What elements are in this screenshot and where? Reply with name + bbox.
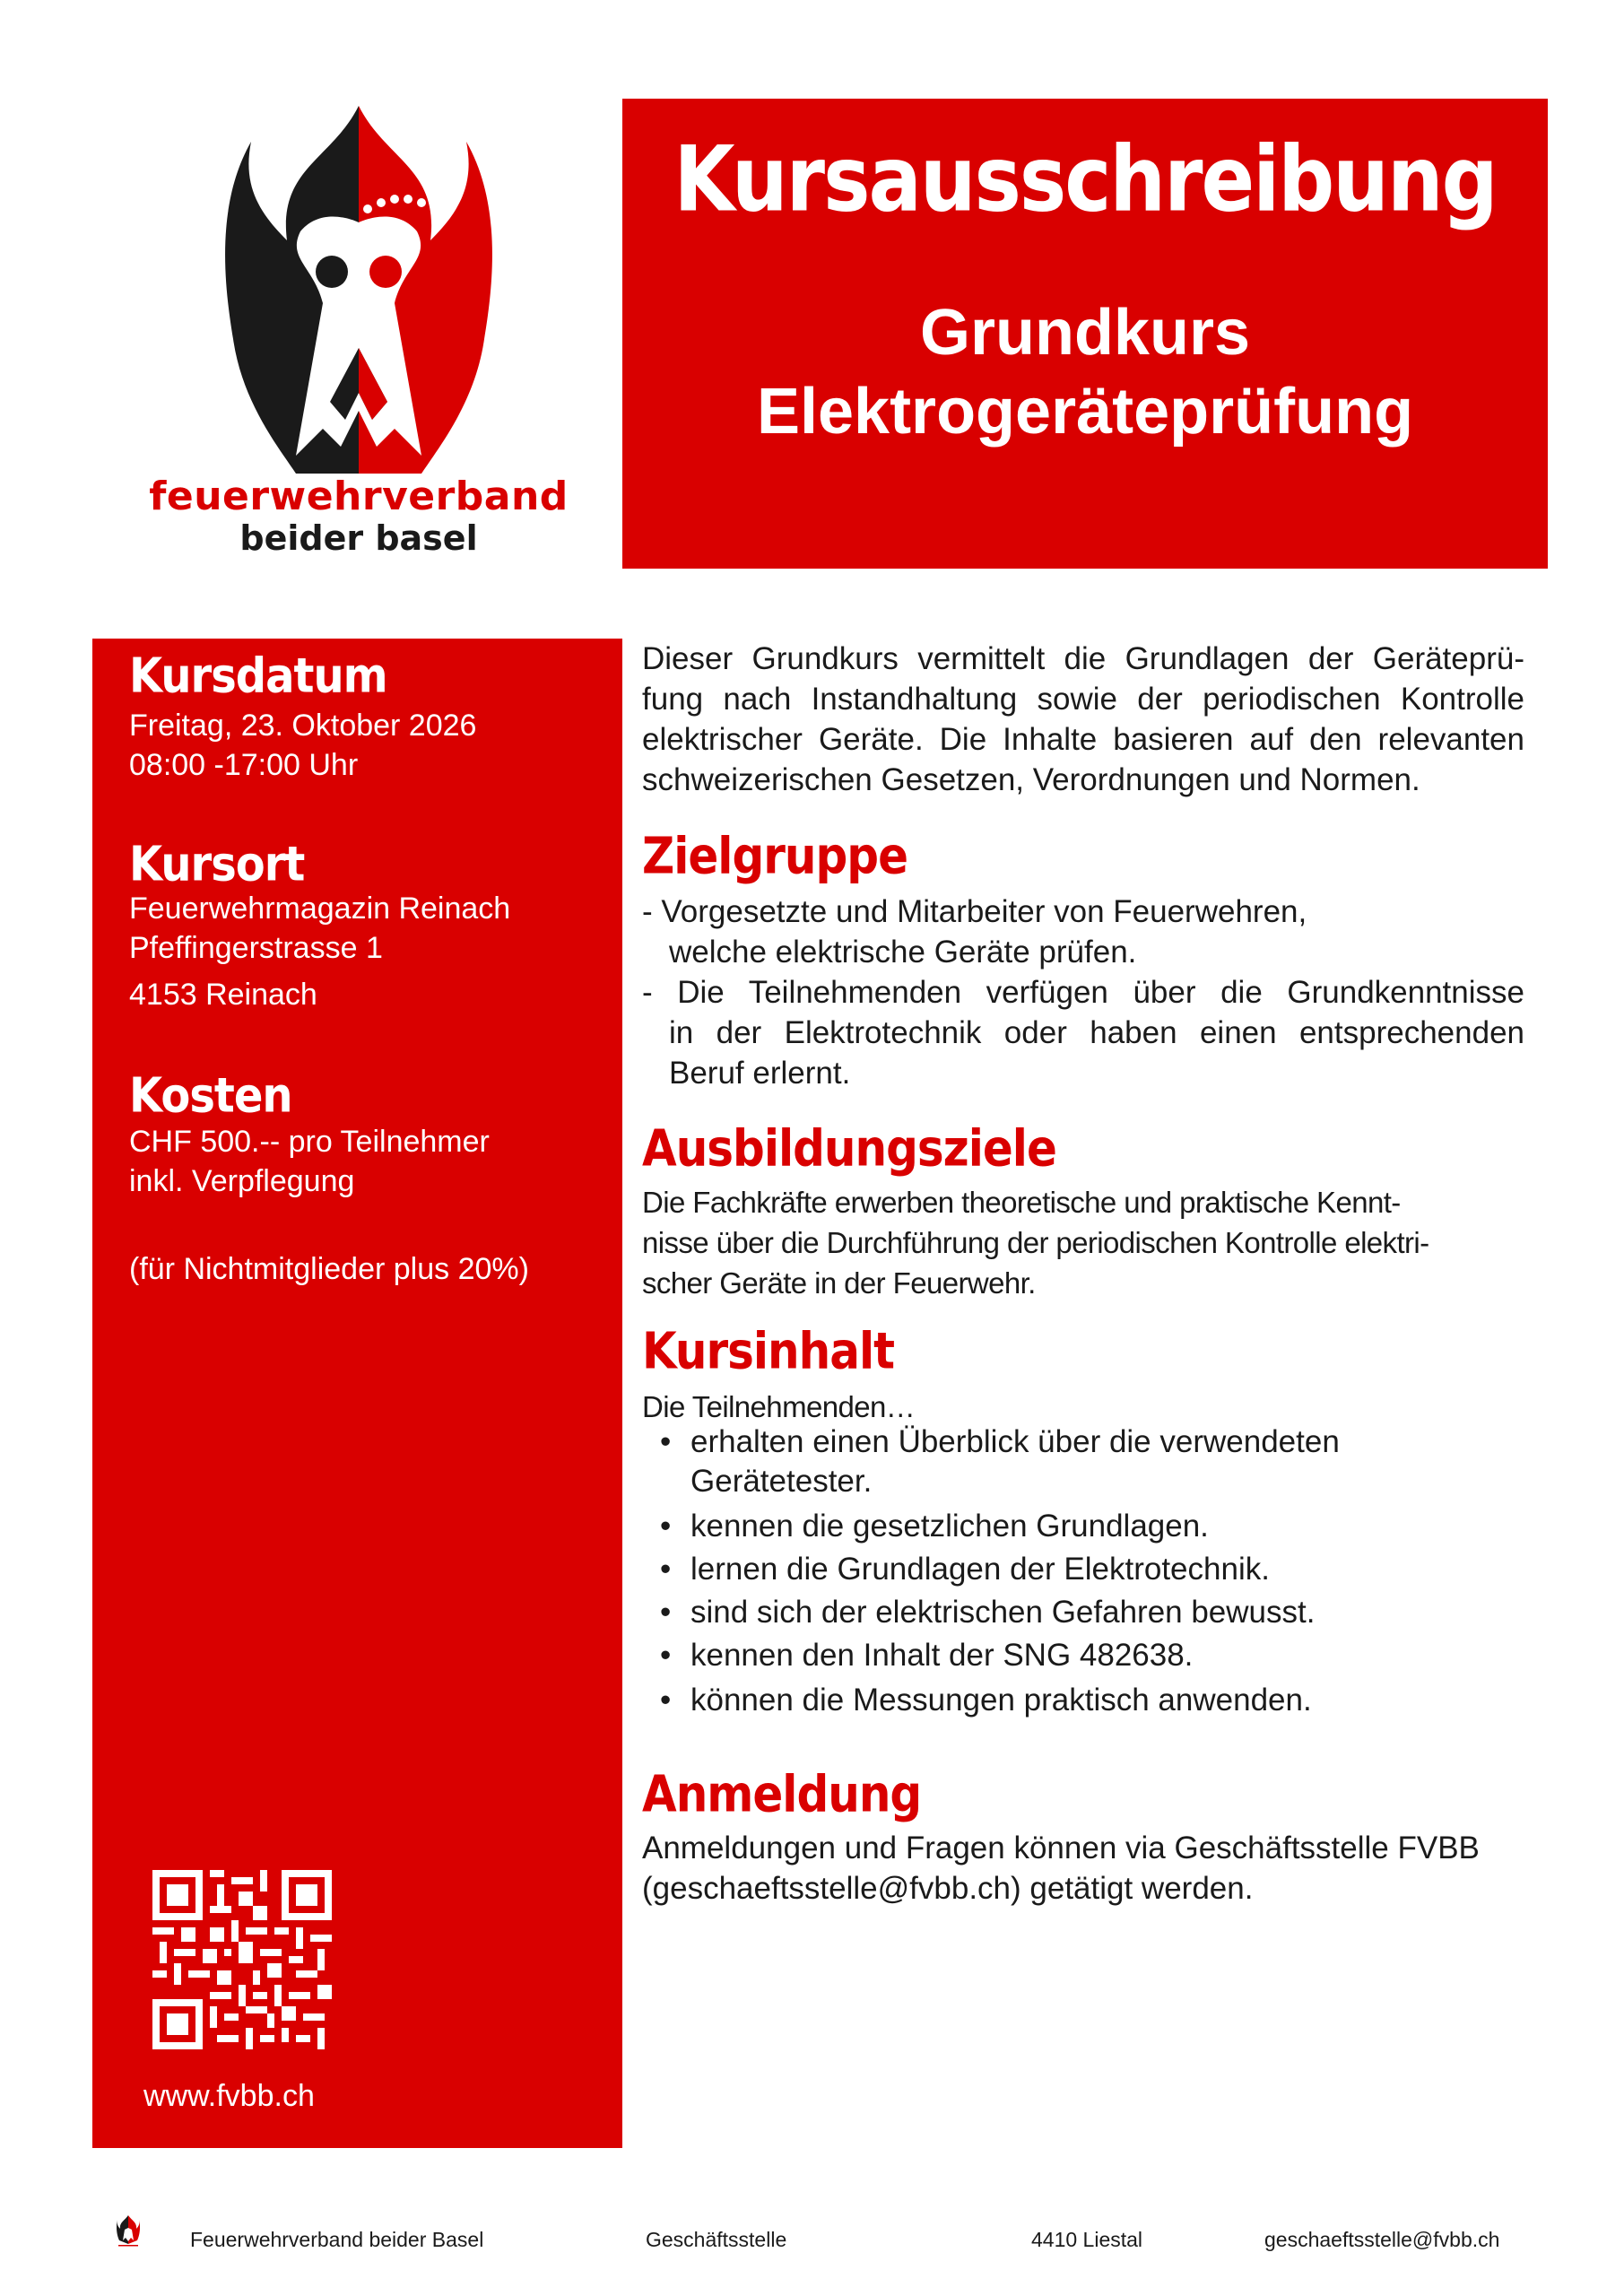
kosten-heading: Kosten [129, 1067, 292, 1124]
kursort-venue: Feuerwehrmagazin Reinach [129, 891, 511, 926]
page-title: Kursausschreibung [673, 126, 1497, 232]
ausbildungsziele-line: Die Fachkräfte erwerben theoretische und praktische Kennt- [642, 1186, 1401, 1219]
anmeldung-heading: Anmeldung [642, 1765, 922, 1823]
kursinhalt-item-text: erhalten einen Überblick über die verwendeten [690, 1424, 1340, 1459]
kursinhalt-item-text: kennen den Inhalt der SNG 482638. [690, 1638, 1194, 1673]
kursinhalt-item [660, 1552, 1270, 1587]
kosten-nonmember-note: (für Nichtmitglieder plus 20%) [129, 1252, 529, 1286]
footer-city: 4410 Liestal [1031, 2228, 1143, 2251]
intro-line: fung nach Instandhaltung sowie der periodischen Kontrolle [642, 682, 1524, 717]
zielgruppe-heading: Zielgruppe [642, 827, 908, 885]
kursort-city: 4153 Reinach [129, 978, 317, 1012]
bullet-icon: • [660, 1683, 672, 1718]
zielgruppe-item-1-line: - Vorgesetzte und Mitarbeiter von Feuerwehren, [642, 894, 1307, 929]
kursdatum-date: Freitag, 23. Oktober 2026 [129, 709, 477, 743]
website-link[interactable]: www.fvbb.ch [143, 2079, 315, 2113]
intro-paragraph [642, 639, 1524, 800]
bullet-icon: • [660, 1509, 672, 1544]
zielgruppe-item-1 [642, 891, 1524, 972]
anmeldung-paragraph [642, 1828, 1524, 1909]
bullet-icon: • [660, 1552, 672, 1587]
bullet-icon: • [660, 1638, 672, 1673]
kursinhalt-item [660, 1638, 1193, 1674]
kursinhalt-heading: Kursinhalt [642, 1322, 894, 1380]
zielgruppe-item-2 [642, 972, 1524, 1093]
kursinhalt-item-text: kennen die gesetzlichen Grundlagen. [690, 1509, 1209, 1544]
bullet-icon: • [660, 1424, 672, 1459]
footer-organization: Feuerwehrverband beider Basel [190, 2228, 484, 2251]
fvbb-flame-logo-icon [224, 106, 493, 483]
intro-line: elektrischer Geräte. Die Inhalte basieren auf den relevanten [642, 722, 1524, 757]
kursinhalt-item-text: können die Messungen praktisch anwenden. [690, 1683, 1312, 1718]
kursdatum-time: 08:00 -17:00 Uhr [129, 748, 359, 782]
zielgruppe-item-2-line: in der Elektrotechnik oder haben einen entsprechenden [669, 1015, 1524, 1050]
anmeldung-line: Anmeldungen und Fragen können via Geschäftsstelle FVBB [642, 1831, 1480, 1866]
ausbildungsziele-line: nisse über die Durchführung der periodischen Kontrolle elektri- [642, 1226, 1429, 1259]
bullet-icon: • [660, 1595, 672, 1630]
course-title-line1: Grundkurs [919, 297, 1251, 369]
kursinhalt-item [660, 1424, 1340, 1460]
kosten-included: inkl. Verpflegung [129, 1164, 355, 1198]
kursort-street: Pfeffingerstrasse 1 [129, 931, 383, 965]
kursort-heading: Kursort [129, 836, 305, 892]
intro-line: schweizerischen Gesetzen, Verordnungen und Normen. [642, 762, 1420, 797]
intro-line: Dieser Grundkurs vermittelt die Grundlagen der Geräteprü- [642, 641, 1524, 676]
kursinhalt-item [660, 1509, 1209, 1544]
footer-logo-icon [117, 2215, 140, 2248]
kursdatum-heading: Kursdatum [129, 648, 387, 704]
kursinhalt-item-continuation: Gerätetester. [690, 1464, 873, 1499]
ausbildungsziele-line: scher Geräte in der Feuerwehr. [642, 1266, 1036, 1300]
kursinhalt-item-text: lernen die Grundlagen der Elektrotechnik. [690, 1552, 1270, 1587]
zielgruppe-item-2-line: Beruf erlernt. [669, 1056, 851, 1091]
zielgruppe-item-2-line: - Die Teilnehmenden verfügen über die Grundkenntnisse [642, 975, 1524, 1010]
ausbildungsziele-paragraph [642, 1182, 1524, 1303]
logo-wordmark-line1: feuerwehrverband [149, 474, 569, 519]
kosten-price: CHF 500.-- pro Teilnehmer [129, 1125, 490, 1159]
footer-email-link[interactable]: geschaeftsstelle@fvbb.ch [1264, 2228, 1500, 2251]
kursinhalt-item-text: sind sich der elektrischen Gefahren bewusst. [690, 1595, 1316, 1630]
course-title-line2: Elektrogeräteprüfung [756, 376, 1414, 448]
logo-wordmark-line2: beider basel [239, 518, 478, 558]
zielgruppe-item-1-line: welche elektrische Geräte prüfen. [669, 935, 1137, 970]
footer-office: Geschäftsstelle [646, 2228, 787, 2251]
ausbildungsziele-heading: Ausbildungsziele [642, 1119, 1056, 1178]
kursinhalt-item [660, 1595, 1315, 1631]
kursinhalt-item [660, 1683, 1312, 1718]
qr-code-icon[interactable] [152, 1870, 332, 2049]
kursinhalt-intro: Die Teilnehmenden… [642, 1390, 916, 1423]
anmeldung-line: (geschaeftsstelle@fvbb.ch) getätigt werden. [642, 1871, 1254, 1906]
